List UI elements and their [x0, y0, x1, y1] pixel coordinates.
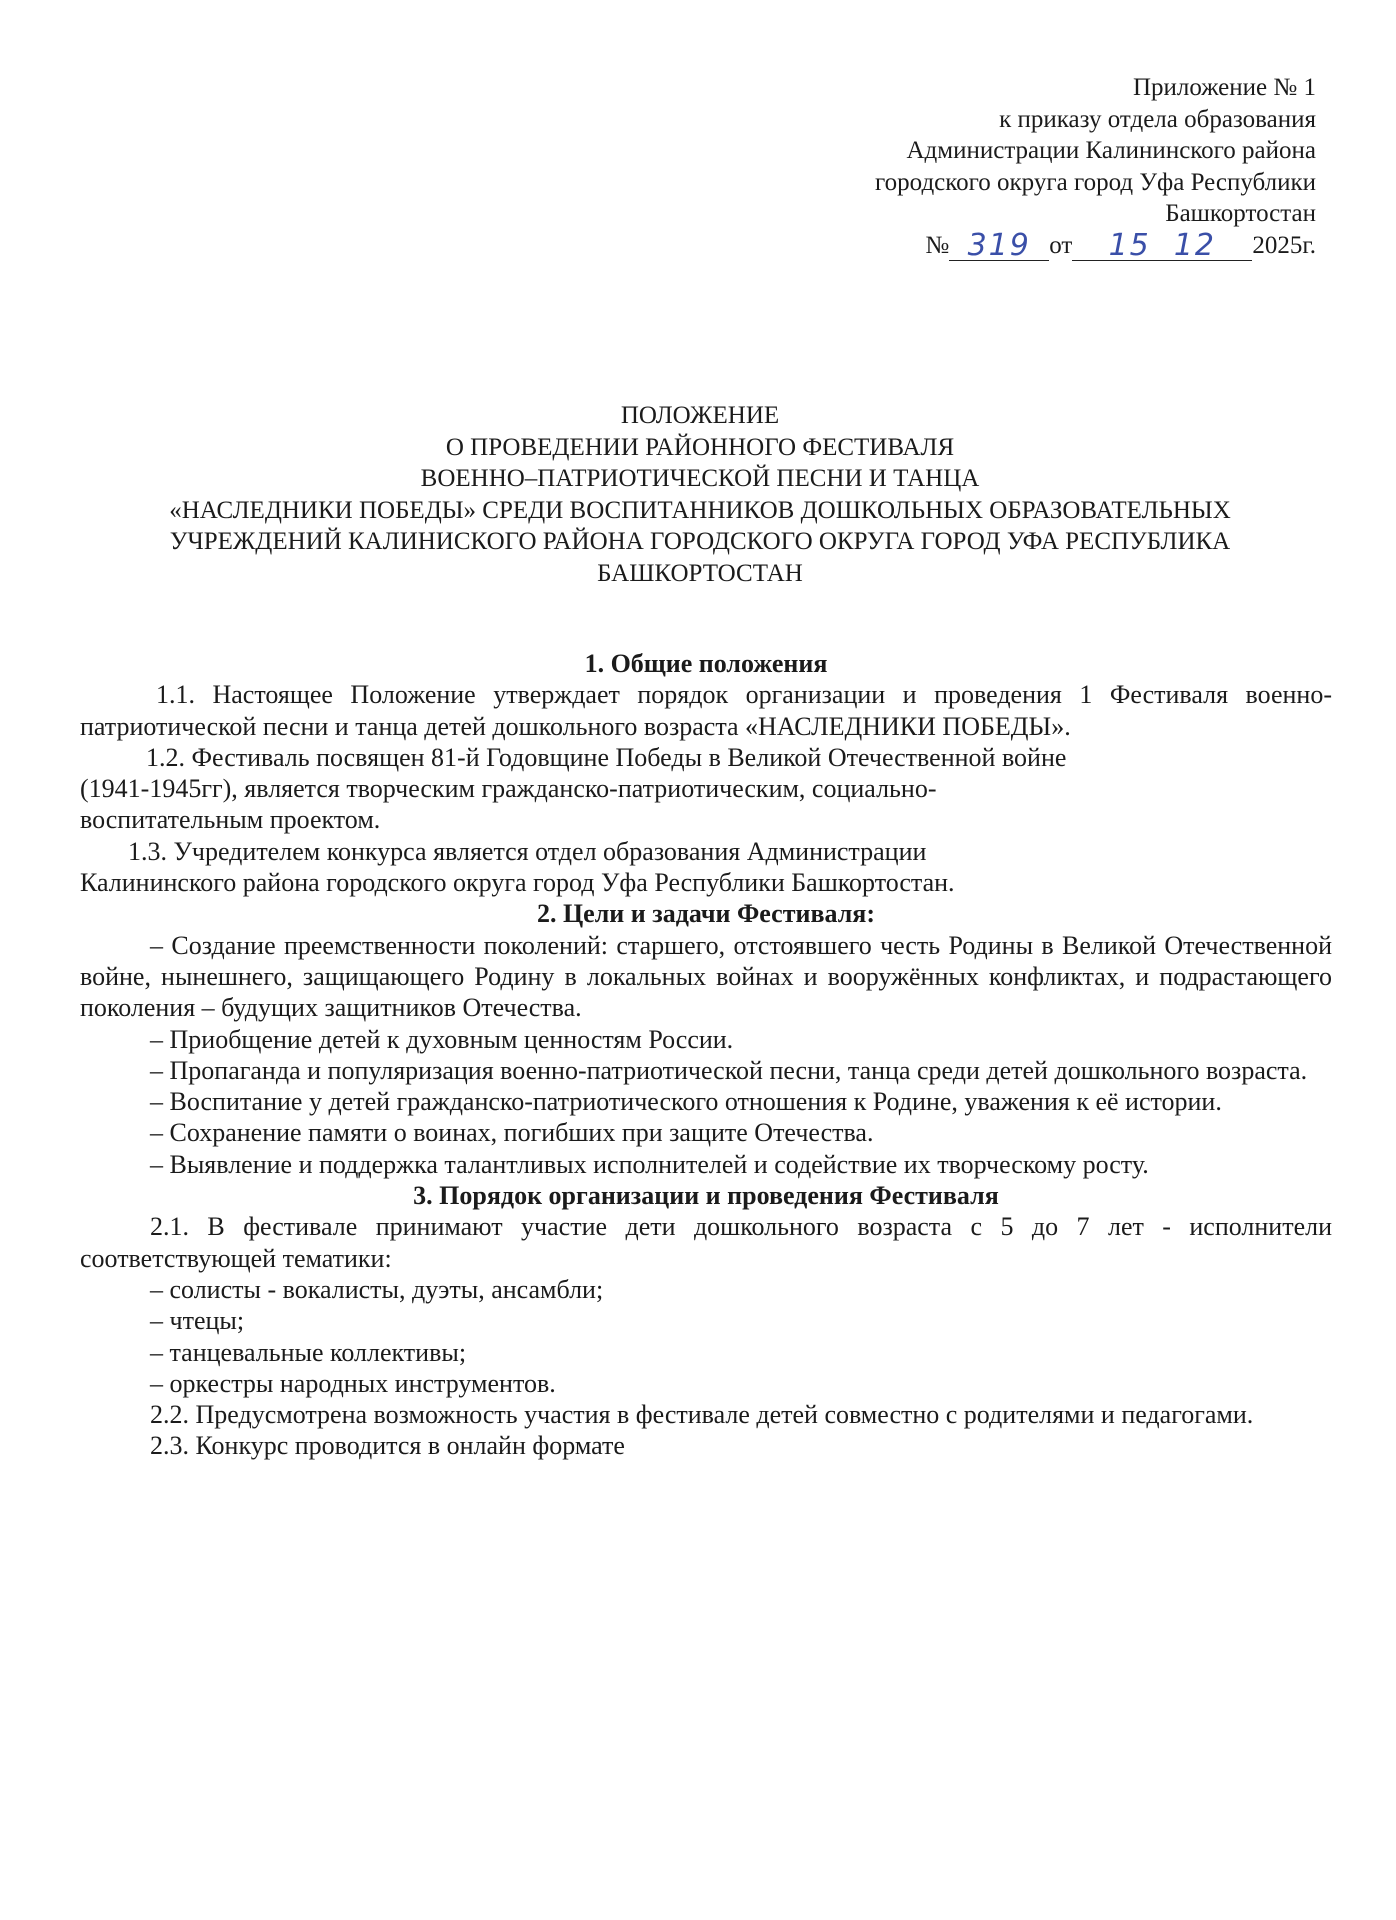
appendix-header — [716, 72, 1316, 261]
order-number-date — [716, 230, 1316, 262]
order-date-handwritten: 15 12 — [1108, 228, 1217, 263]
goal-item: – Воспитание у детей гражданско-патриотического отношения к Родине, уважения к её истории. — [150, 1087, 1222, 1117]
paragraph-2-2: 2.2. Предусмотрена возможность участия в фестивале детей совместно с родителями и педагогами. — [150, 1400, 1254, 1430]
paragraph-1-1: 1.1. Настоящее Положение утверждает порядок организации и проведения 1 Фестиваля военно-патриотической песни и танца детей дошкольного возраста «НАСЛЕДНИКИ ПОБЕДЫ». — [80, 680, 1332, 741]
participant-list-item: – чтецы; — [150, 1306, 245, 1336]
order-number-handwritten: 319 — [967, 228, 1031, 263]
paragraph-1-2-line-3: воспитательным проектом. — [80, 805, 381, 835]
paragraph-2-3: 2.3. Конкурс проводится в онлайн формате — [150, 1431, 625, 1461]
title-line-5: УЧРЕЖДЕНИЙ КАЛИНИСКОГО РАЙОНА ГОРОДСКОГО ОКРУГА ГОРОД УФА РЕСПУБЛИКА — [169, 528, 1231, 555]
appendix-republic: Башкортостан — [1165, 200, 1316, 227]
appendix-city: городского округа город Уфа Республики — [875, 168, 1316, 196]
appendix-administration: Администрации Калининского района — [906, 137, 1316, 164]
goal-item: – Сохранение памяти о воинах, погибших при защите Отечества. — [150, 1118, 874, 1148]
goal-item: – Приобщение детей к духовным ценностям России. — [150, 1024, 734, 1054]
paragraph-2-1: 2.1. В фестивале принимают участие дети дошкольного возраста с 5 до 7 лет - исполнители соответствующей тематики: — [80, 1212, 1332, 1273]
paragraph-1-2-line-2: (1941-1945гг), является творческим гражданско-патриотическим, социально- — [80, 774, 937, 804]
paragraph-1-3-line-2: Калининского района городского округа город Уфа Республики Башкортостан. — [80, 868, 955, 898]
participant-list-item: – танцевальные коллективы; — [150, 1337, 467, 1367]
title-line-3: ВОЕННО–ПАТРИОТИЧЕСКОЙ ПЕСНИ И ТАНЦА — [420, 465, 980, 492]
title-line-4: «НАСЛЕДНИКИ ПОБЕДЫ» СРЕДИ ВОСПИТАННИКОВ ДОШКОЛЬНЫХ ОБРАЗОВАТЕЛЬНЫХ — [169, 496, 1231, 524]
document-body — [80, 648, 1332, 1462]
section-3-heading: 3. Порядок организации и проведения Фестиваля — [413, 1181, 999, 1211]
goal-item: – Создание преемственности поколений: старшего, отстоявшего честь Родины в Великой Отечественной войне, нынешнего, защищающего Родину в локальных войнах и вооружённых конфликтах, и подрастающего поколения – будущих защитников Отечества. — [80, 930, 1332, 1023]
title-line-6: БАШКОРТОСТАН — [597, 559, 803, 587]
order-date-blank — [1072, 228, 1252, 263]
goal-item: – Пропаганда и популяризация военно-патриотической песни, танца среди детей дошкольного возраста. — [150, 1055, 1308, 1085]
section-2-heading: 2. Цели и задачи Фестиваля: — [536, 899, 876, 929]
order-date-prefix: от — [1049, 231, 1073, 259]
paragraph-1-2-line-1: 1.2. Фестиваль посвящен 81-й Годовщине Победы в Великой Отечественной войне — [146, 742, 1067, 772]
order-year: 2025г. — [1252, 231, 1316, 259]
paragraph-1-3-line-1: 1.3. Учредителем конкурса является отдел образования Администрации — [128, 836, 927, 866]
participant-list-item: – оркестры народных инструментов. — [150, 1368, 556, 1398]
goal-item: – Выявление и поддержка талантливых исполнителей и содействие их творческому росту. — [150, 1149, 1149, 1179]
section-1-heading: 1. Общие положения — [584, 649, 828, 678]
appendix-order-ref: к приказу отдела образования — [999, 105, 1316, 133]
title-line-1: ПОЛОЖЕНИЕ — [620, 402, 780, 429]
document-title — [80, 400, 1320, 589]
participant-list-item: – солисты - вокалисты, дуэты, ансамбли; — [150, 1274, 604, 1304]
appendix-number: Приложение № 1 — [1132, 74, 1316, 101]
title-line-2: О ПРОВЕДЕНИИ РАЙОННОГО ФЕСТИВАЛЯ — [445, 433, 955, 461]
order-number-blank — [949, 228, 1049, 263]
order-number-prefix: № — [925, 231, 950, 259]
